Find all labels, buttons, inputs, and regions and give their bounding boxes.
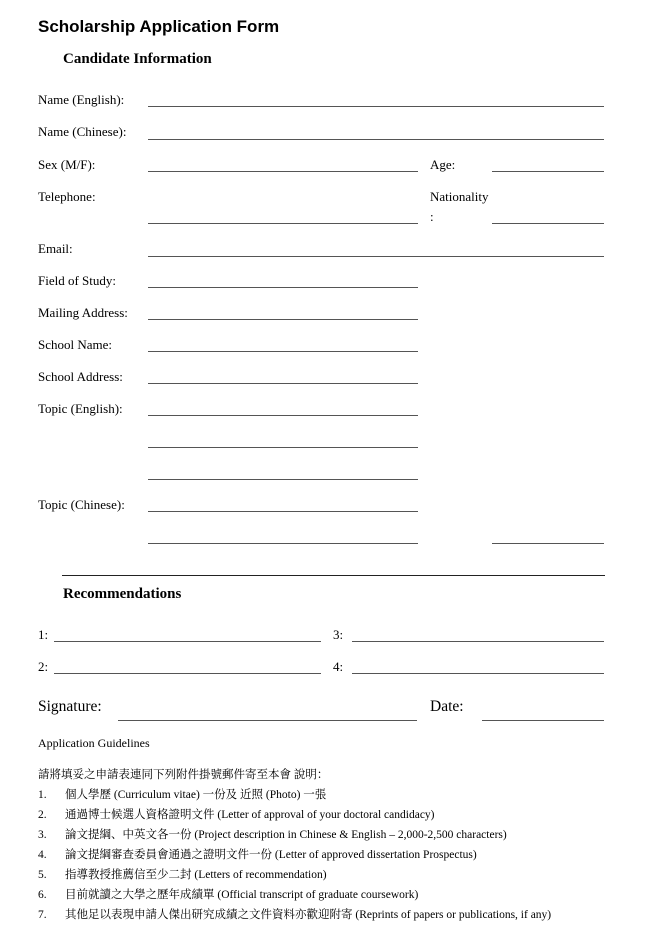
nationality-label: Nationality: [430, 189, 489, 204]
guideline-number: 2.: [38, 809, 47, 821]
recommendation-4-label: 4:: [333, 659, 344, 674]
guideline-text: 論文提綱、中英文各一份 (Project description in Chinese & English – 2,000-2,500 characters): [65, 829, 507, 841]
topic-chinese-field-2[interactable]: [148, 543, 418, 544]
signature-field[interactable]: [118, 720, 417, 721]
mailing-address-label: Mailing Address:: [38, 305, 128, 320]
guideline-text: 指導教授推薦信至少二封 (Letters of recommendation): [65, 869, 327, 881]
guideline-text: 目前就讀之大學之歷年成績單 (Official transcript of graduate coursework): [65, 889, 419, 901]
name-chinese-field[interactable]: [148, 139, 604, 140]
guideline-item-2: [38, 806, 435, 822]
recommendation-1-label: 1:: [38, 627, 49, 642]
field-of-study-field[interactable]: [148, 287, 418, 288]
topic-english-field-3[interactable]: [148, 479, 418, 480]
guideline-number: 5.: [38, 869, 47, 881]
topic-chinese-field-1[interactable]: [148, 511, 418, 512]
recommendation-3-label: 3:: [333, 627, 344, 642]
field-of-study-label: Field of Study:: [38, 273, 117, 288]
guideline-item-5: [38, 866, 327, 882]
guideline-item-6: [38, 886, 418, 902]
topic-chinese-field-3[interactable]: [492, 543, 604, 544]
name-english-label: Name (English):: [38, 92, 125, 107]
school-address-label: School Address:: [38, 369, 123, 384]
guidelines-heading: Application Guidelines: [38, 736, 150, 750]
recommendation-4-field[interactable]: [352, 673, 604, 674]
email-field[interactable]: [148, 256, 604, 257]
name-chinese-label: Name (Chinese):: [38, 124, 127, 139]
nationality-field[interactable]: [492, 223, 604, 224]
topic-english-label: Topic (English):: [38, 401, 123, 416]
guideline-number: 3.: [38, 829, 47, 841]
age-field[interactable]: [492, 171, 604, 172]
sex-label: Sex (M/F):: [38, 157, 96, 172]
school-address-field[interactable]: [148, 383, 418, 384]
date-label: Date:: [430, 698, 464, 715]
guideline-item-7: [38, 906, 551, 922]
guideline-number: 7.: [38, 909, 47, 921]
guideline-item-1: [38, 786, 326, 802]
name-english-field[interactable]: [148, 106, 604, 107]
guideline-text: 其他足以表現申請人傑出研究成績之文件資料亦歡迎附寄 (Reprints of papers or publications, if any): [65, 909, 552, 921]
guideline-text: 個人學歷 (Curriculum vitae) 一份及 近照 (Photo) 一張: [65, 789, 327, 801]
guideline-text: 通過博士候選人資格證明文件 (Letter of approval of your doctoral candidacy): [65, 809, 435, 821]
recommendation-1-field[interactable]: [54, 641, 321, 642]
sex-field[interactable]: [148, 171, 418, 172]
recommendations-heading: Recommendations: [63, 586, 182, 602]
guideline-number: 4.: [38, 849, 47, 861]
date-field[interactable]: [482, 720, 604, 721]
telephone-label: Telephone:: [38, 189, 96, 204]
topic-chinese-label: Topic (Chinese):: [38, 497, 125, 512]
school-name-label: School Name:: [38, 337, 113, 352]
guideline-item-4: [38, 846, 477, 862]
signature-label: Signature:: [38, 698, 102, 715]
guideline-number: 6.: [38, 889, 47, 901]
recommendation-2-label: 2:: [38, 659, 49, 674]
telephone-field[interactable]: [148, 223, 418, 224]
topic-english-field-2[interactable]: [148, 447, 418, 448]
guideline-text: 論文提綱審查委員會通過之證明文件一份 (Letter of approved dissertation Prospectus): [65, 849, 477, 861]
candidate-heading: Candidate Information: [63, 51, 212, 67]
email-label: Email:: [38, 241, 73, 256]
recommendation-3-field[interactable]: [352, 641, 604, 642]
guideline-item-3: [38, 826, 507, 842]
age-label: Age:: [430, 157, 456, 172]
school-name-field[interactable]: [148, 351, 418, 352]
guidelines-intro: 請將填妥之申請表連同下列附件掛號郵件寄至本會 說明：: [38, 769, 329, 781]
topic-english-field-1[interactable]: [148, 415, 418, 416]
nationality-colon: :: [430, 209, 434, 224]
section-divider: [62, 575, 605, 576]
guideline-number: 1.: [38, 789, 47, 801]
mailing-address-field[interactable]: [148, 319, 418, 320]
form-title: Scholarship Application Form: [38, 17, 280, 36]
recommendation-2-field[interactable]: [54, 673, 321, 674]
